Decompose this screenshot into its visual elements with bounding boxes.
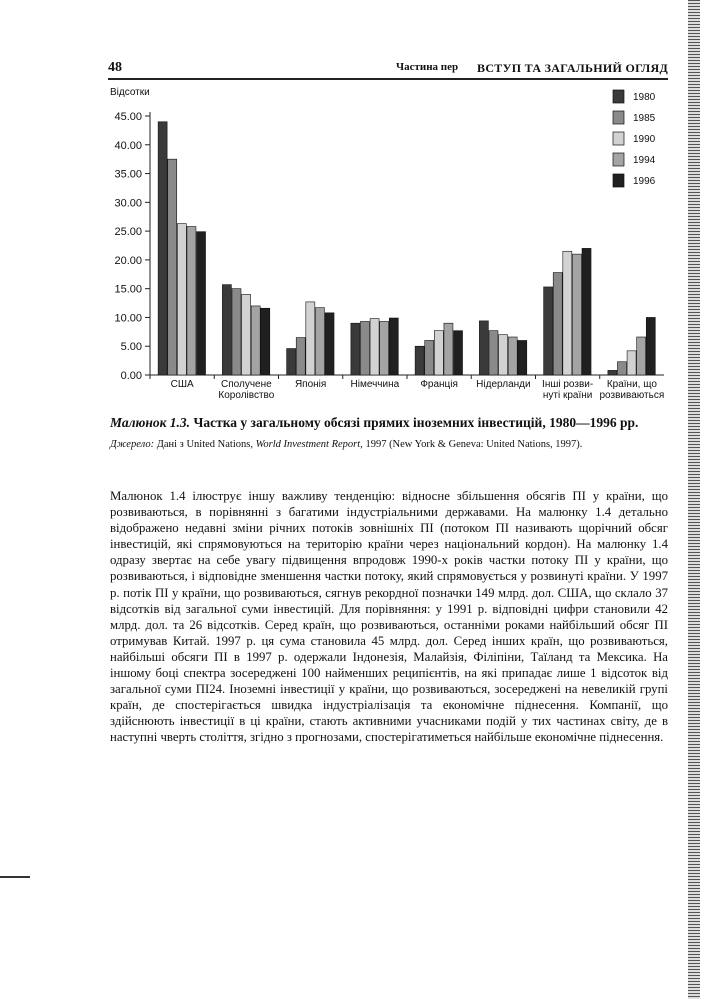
y-tick-label: 5.00 [120, 341, 142, 354]
bar [454, 331, 463, 375]
bar [187, 227, 196, 375]
x-tick-label: Нідерланди [476, 379, 531, 390]
bar [360, 321, 369, 375]
bar [242, 294, 251, 375]
bar [563, 251, 572, 375]
y-tick-label: 45.00 [114, 111, 142, 123]
bar [544, 287, 553, 375]
page-number: 48 [108, 60, 122, 75]
x-tick-label: Сполучене [221, 379, 272, 390]
bar [306, 302, 315, 375]
bar [582, 248, 591, 375]
legend-label: 1985 [633, 113, 656, 124]
x-tick-label: Японія [294, 379, 327, 390]
x-tick-label: Франція [420, 379, 458, 390]
bar [197, 232, 206, 375]
legend-label: 1994 [633, 155, 656, 166]
x-tick-label: розвиваються [599, 390, 665, 401]
bar [434, 331, 443, 375]
bar [637, 337, 646, 375]
x-tick-label: Інші розви- [542, 379, 594, 390]
x-tick-label: США [170, 379, 194, 390]
legend-swatch [613, 132, 624, 145]
bar [325, 313, 334, 375]
y-tick-label: 30.00 [114, 197, 142, 210]
part-title: ВСТУП ТА ЗАГАЛЬНИЙ ОГЛЯД [477, 61, 668, 75]
bar [222, 285, 231, 375]
y-tick-label: 15.00 [114, 283, 142, 296]
bar [479, 321, 488, 375]
legend-label: 1980 [633, 92, 656, 103]
bar [508, 337, 517, 375]
bar [315, 308, 324, 375]
part-label: Частина пер [396, 61, 459, 73]
bar [499, 335, 508, 375]
y-axis-label: Відсотки [110, 87, 150, 98]
legend-swatch [613, 153, 624, 166]
bar [158, 122, 167, 375]
bar [261, 308, 270, 375]
bar [444, 323, 453, 375]
source-work: World Investment Report, [255, 439, 363, 450]
bar [425, 340, 434, 375]
bar [553, 273, 562, 375]
bar [177, 224, 186, 375]
bar [415, 346, 424, 375]
bar [370, 319, 379, 375]
bar [380, 321, 389, 375]
source-pre: Дані з United Nations, [156, 439, 253, 450]
y-tick-label: 25.00 [114, 226, 142, 239]
y-tick-label: 40.00 [114, 139, 142, 152]
figure-number: Малюнок 1.3. [110, 415, 191, 430]
y-tick-label: 20.00 [114, 254, 142, 267]
bar [287, 349, 296, 375]
bar [518, 340, 527, 375]
bar [251, 306, 260, 375]
x-tick-label: Королівство [218, 390, 275, 401]
bar [168, 159, 177, 375]
figure-caption [110, 415, 670, 431]
x-tick-label: Німеччина [350, 379, 400, 390]
bar [232, 289, 241, 375]
bar [351, 323, 360, 375]
figure-source [110, 439, 670, 450]
bar-chart [0, 0, 706, 410]
bottom-edge-mark [0, 876, 30, 878]
source-label: Джерело: [110, 439, 155, 450]
legend-label: 1990 [633, 134, 656, 145]
legend-label: 1996 [633, 176, 656, 187]
y-tick-label: 10.00 [114, 312, 142, 325]
bar [296, 338, 305, 375]
legend-swatch [613, 111, 624, 124]
y-tick-label: 0.00 [120, 370, 142, 382]
legend-swatch [613, 90, 624, 103]
bar [489, 331, 498, 375]
figure-caption-text: Частка у загальному обсязі прямих іноземних інвестицій, 1980—1996 рр. [193, 415, 639, 430]
bar [627, 351, 636, 375]
source-post: 1997 (New York & Geneva: United Nations, 1997). [365, 439, 583, 450]
bar [617, 362, 626, 375]
bar [646, 317, 655, 375]
bar [608, 370, 617, 375]
x-tick-label: нуті країни [542, 390, 593, 401]
legend-swatch [613, 174, 624, 187]
bar [389, 318, 398, 375]
y-tick-label: 35.00 [114, 168, 142, 181]
x-tick-label: Країни, що [606, 379, 657, 390]
bar [572, 254, 581, 375]
body-paragraph: Малюнок 1.4 ілюструє іншу важливу тенденцію: відносне збільшення обсягів ПІ у країни, що розвиваються, в порівнянні з багатими індустріальними державами. На малюнку 1.4 детально відображено недавні зміни річних потоків зовнішніх ПІ (потоком ПІ називають щорічний обсяг інвестицій, які спрямовуються на територію країни через національний кордон). На малюнку 1.4 одразу звертає на себе увагу підвищення впродовж 1990-х років частки потоку ПІ у країни, що розвиваються, і відповідне зменшення частки потоку, який спрямовується у розвинуті країни. У 1997 р. потік ПІ у країни, що розвиваються, сягнув рекордної позначки 149 млрд. дол. США, що склало 37 відсотків від загальної суми інвестицій. Для порівняння: у 1991 р. відповідні цифри становили 42 млрд. дол. та 26 відсотків. Серед країн, що розвиваються, останніми роками найбільший обсяг ПІ отримував Китай. 1997 р. ця сума становила 45 млрд. дол. Серед інших країн, що розвиваються, найбільші обсяги ПІ в 1997 р. одержали Індонезія, Малайзія, Філіпіни, Таїланд та Мексика. На іншому боці спектра зосереджені 100 найменших реципієнтів, на які припадає лише 1 відсоток від загальної суми ПІ24. Іноземні інвестиції у країни, що розвиваються, зосереджені на невеликій групі країн, де спостерігається швидка індустріалізація та економічне піднесення. Компанії, що здійснюють інвестиції в ці країни, стають активними учасниками подій у тих частинах світу, де в наступні чверть століття, згідно з прогнозами, спостерігатиметься найбільше економічне піднесення. [110, 489, 668, 745]
